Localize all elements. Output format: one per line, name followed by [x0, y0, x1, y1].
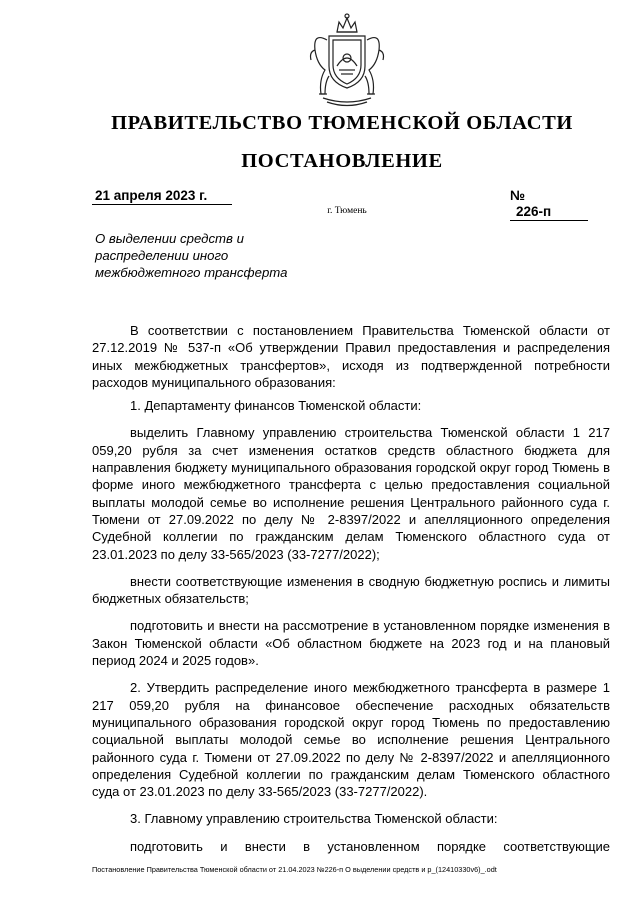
- item-1: 1. Департаменту финансов Тюменской области:: [130, 398, 422, 414]
- preamble: В соответствии с постановлением Правительства Тюменской области от 27.12.2019 № 537-п «Об утверждении Правил предоставления и распределения иных межбюджетных трансфертов», исходя из подтвержденной потребности расходов муниципального образования:: [92, 323, 610, 390]
- subject-line: межбюджетного трансферта: [95, 265, 288, 280]
- item-1-a: выделить Главному управлению строительства Тюменской области 1 217 059,20 рубля за счет изменения остатков средств областного бюджета для направления бюджету муниципального образования городской округ город Тюмень в форме иного межбюджетного трансферта с целью предоставления социальной выплаты молодой семье во исполнение решения Центрального районного суда г. Тюмени от 27.09.2022 по делу № 2-8397/2022 и апелляционного определения Судебной коллегии по гражданским делам Тюменского областного суда от 23.01.2023 по делу 33-565/2023 (33-7277/2022);: [92, 425, 610, 562]
- document-type: ПОСТАНОВЛЕНИЕ: [241, 150, 443, 172]
- document-date: 21 апреля 2023 г.: [92, 188, 232, 205]
- footer-filename: Постановление Правительства Тюменской области от 21.04.2023 №226-п О выделении средств и р_(12410330v6)_.odt: [92, 865, 497, 874]
- item-1-c: подготовить и внести на рассмотрение в установленном порядке изменения в Закон Тюменской области «Об областном бюджете на 2023 год и на плановый период 2024 и 2025 годов».: [92, 618, 610, 669]
- city: г. Тюмень: [327, 206, 367, 216]
- organization-name: ПРАВИТЕЛЬСТВО ТЮМЕНСКОЙ ОБЛАСТИ: [111, 112, 573, 134]
- item-3-a: подготовить и внести в установленном порядке соответствующие: [130, 838, 610, 854]
- number-value: 226-п: [510, 204, 588, 221]
- item-1-b: внести соответствующие изменения в сводную бюджетную роспись и лимиты бюджетных обязательств;: [92, 573, 610, 607]
- item-3: 3. Главному управлению строительства Тюменской области:: [130, 811, 498, 827]
- subject-line: О выделении средств и: [95, 231, 244, 246]
- subject-line: распределении иного: [95, 248, 229, 263]
- document-body: [92, 322, 610, 855]
- coat-of-arms-icon: [293, 10, 401, 110]
- item-2: 2. Утвердить распределение иного межбюджетного трансферта в размере 1 217 059,20 рубля на финансовое обеспечение расходных обязательств муниципального образования городской округ город Тюмень по предоставлению социальной выплаты молодой семье во исполнение решения Центрального районного суда г. Тюмени от 27.09.2022 по делу № 2-8397/2022 и апелляционного определения Судебной коллегии по гражданским делам Тюменского областного суда от 23.01.2023 по делу 33-565/2023 (33-7277/2022).: [92, 680, 610, 800]
- number-label: №: [510, 188, 526, 203]
- document-subject: [95, 230, 287, 281]
- document-number: [510, 188, 605, 221]
